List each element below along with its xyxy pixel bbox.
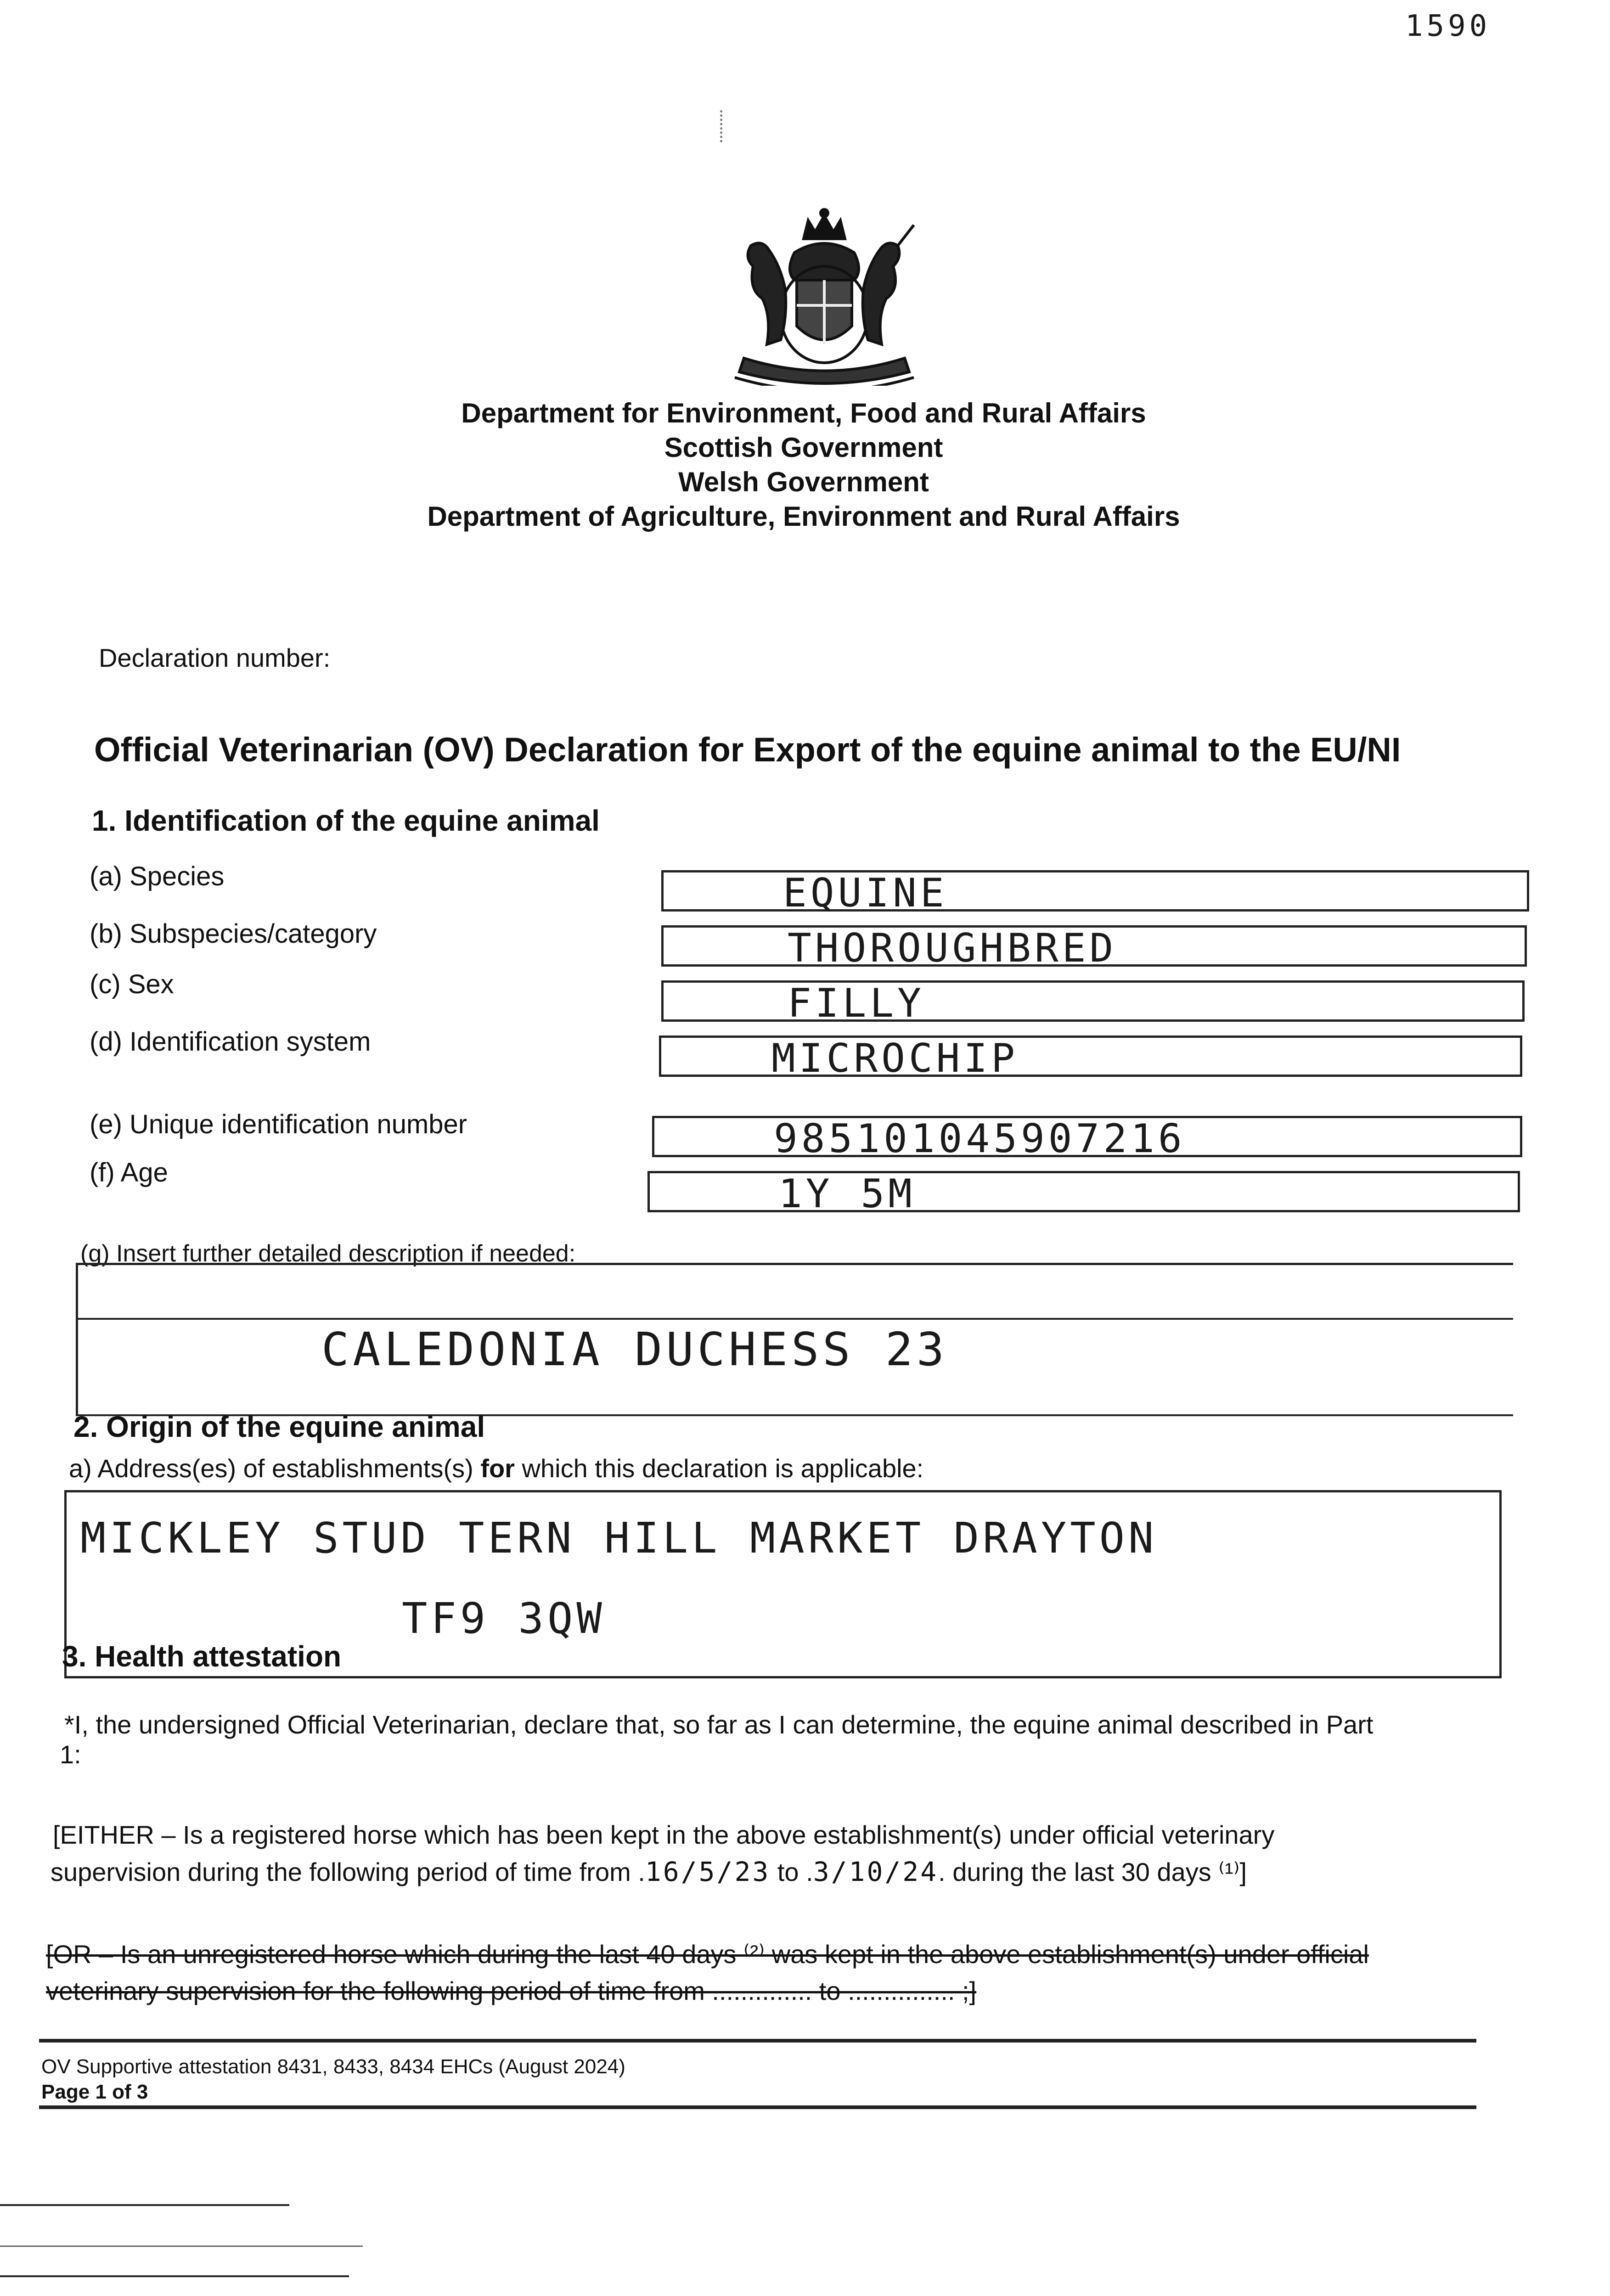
or-line-1: [OR – Is an unregistered horse which during the last 40 days ⁽²⁾ was kept in the above establishment(s) under official: [46, 1940, 1369, 1969]
header-line-welsh-gov: Welsh Government: [678, 467, 929, 497]
address-label-text-2: which this declaration is applicable:: [514, 1454, 924, 1483]
footer-page-number: Page 1 of 3: [41, 2081, 148, 2103]
scan-artifact: [720, 110, 725, 142]
field-label-unique-id: (e) Unique identification number: [90, 1109, 467, 1139]
field-unique-id-value: 985101045907216: [774, 1116, 1186, 1162]
field-subspecies-value: THOROUGHBRED: [788, 925, 1117, 971]
field-subspecies[interactable]: [661, 925, 1527, 971]
attestation-intro-line-2: 1:: [60, 1740, 81, 1769]
either-text-1: supervision during the following period of time from .: [51, 1857, 645, 1886]
further-description-value: CALEDONIA DUCHESS 23: [321, 1322, 948, 1376]
field-identification-system[interactable]: [659, 1035, 1522, 1081]
footer-rule-top: [39, 2039, 1476, 2043]
royal-coat-of-arms-emblem: [716, 207, 932, 386]
field-sex-value: FILLY: [788, 980, 925, 1026]
further-description-baseline: [76, 1318, 1513, 1320]
declaration-number-label: Declaration number:: [99, 643, 331, 672]
field-species[interactable]: [661, 870, 1529, 916]
either-text-3: . during the last 30 days ⁽¹⁾]: [938, 1857, 1247, 1886]
footer-rule-bottom: [39, 2105, 1476, 2109]
section-1-heading: 1. Identification of the equine animal: [92, 804, 600, 837]
further-description-label: (g) Insert further detailed description if needed:: [80, 1240, 576, 1267]
footer-attestation-ref: OV Supportive attestation 8431, 8433, 8434 EHCs (August 2024): [41, 2055, 625, 2078]
scan-line-3: [0, 2275, 349, 2277]
scan-line-2: [0, 2245, 363, 2247]
field-label-age: (f) Age: [90, 1158, 168, 1187]
field-label-identification-system: (d) Identification system: [90, 1027, 371, 1057]
field-age[interactable]: [647, 1171, 1520, 1217]
either-line-1: [EITHER – Is a registered horse which has been kept in the above establishment(s) under official veterinary: [53, 1820, 1275, 1849]
address-label: [69, 1453, 923, 1483]
either-date-from[interactable]: 16/5/23: [645, 1856, 771, 1887]
header-line-scottish-gov: Scottish Government: [664, 432, 943, 463]
either-text-2: to .: [770, 1857, 813, 1886]
scan-line-1: [0, 2204, 289, 2206]
or-line-2-text: veterinary supervision for the following period of time from .............. to ............... ;]: [46, 1976, 977, 2005]
address-line-1: MICKLEY STUD TERN HILL MARKET DRAYTON: [80, 1514, 1158, 1563]
section-3-heading: 3. Health attestation: [62, 1640, 342, 1673]
page-title: Official Veterinarian (OV) Declaration for Export of the equine animal to the EU/NI: [94, 731, 1401, 769]
or-line-2: [46, 1975, 976, 2008]
header-line-daera: Department of Agriculture, Environment and Rural Affairs: [427, 501, 1180, 532]
field-unique-id[interactable]: [652, 1116, 1522, 1162]
address-label-bold: for: [480, 1454, 515, 1483]
field-label-species: (a) Species: [90, 861, 225, 891]
address-label-text-1: a) Address(es) of establishments(s): [69, 1454, 481, 1483]
attestation-intro-line-1: *I, the undersigned Official Veterinarian, declare that, so far as I can determine, the equine animal described in Part: [64, 1710, 1374, 1739]
field-age-value: 1Y 5M: [778, 1171, 916, 1217]
address-line-2: TF9 3QW: [402, 1594, 606, 1643]
field-label-sex: (c) Sex: [90, 969, 174, 999]
either-date-to[interactable]: 3/10/24: [813, 1856, 939, 1887]
field-label-subspecies: (b) Subspecies/category: [90, 919, 377, 949]
field-sex[interactable]: [661, 980, 1525, 1026]
section-2-heading: 2. Origin of the equine animal: [73, 1410, 485, 1443]
handwritten-page-number: 1590: [1405, 9, 1491, 43]
field-species-value: EQUINE: [783, 870, 948, 916]
header-line-defra: Department for Environment, Food and Rural Affairs: [461, 398, 1146, 428]
either-line-2: [51, 1855, 1247, 1889]
field-identification-system-value: MICROCHIP: [771, 1035, 1019, 1081]
